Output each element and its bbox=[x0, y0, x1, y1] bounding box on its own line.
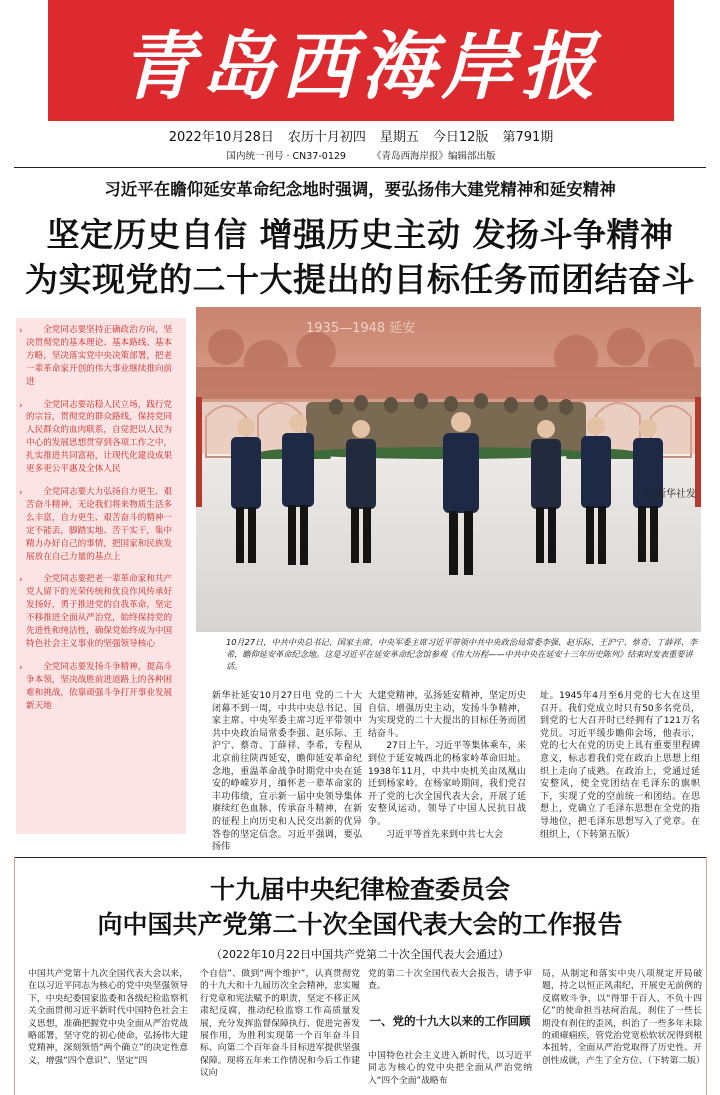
photo-caption: 10月27日，中共中央总书记、国家主席、中央军委主席习近平带领中共中央政治局常委李强、赵乐际、王沪宁、蔡奇、丁薛祥、李希，瞻仰延安革命纪念地。这是习近平在延安革命纪念馆参观《伟大历程——中共中央在延安十三年历史陈列》结束时发表重要讲话。 bbox=[226, 637, 698, 671]
lead-kicker: 习近平在瞻仰延安革命纪念地时强调，要弘扬伟大建党精神和延安精神 bbox=[104, 180, 616, 199]
report-column-1: 中国共产党第十九次全国代表大会以来，在以习近平同志为核心的党中央坚强领导下，中央纪委国家监委和各级纪检监察机关全面贯彻习近平新时代中国特色社会主义思想，准确把握党中央全面从严治党战略部署，坚守党的初心使命，弘扬伟大建党精神，深刻领悟“两个确立”的决定性意义，增强“四个意识”、坚定“四 bbox=[28, 969, 188, 1066]
report-column-2: 个自信”、做到“两个维护”，认真贯彻党的十九大和十九届历次全会精神，忠实履行党章和宪法赋予的职责，坚定不移正风肃纪反腐，推动纪检监察工作高质量发展，充分发挥监督保障执行、促进完善发展作用，为胜利实现第一个百年奋斗目标、向第二个百年奋斗目标进军提供坚强保障。现将五年来工作情况和今后工作建议向 bbox=[200, 969, 360, 1079]
report-section-heading: 一、党的十九大以来的工作回顾 bbox=[369, 1014, 531, 1028]
article-column-3: 址。1945年4月至6月党的七大在这里召开。我们党成立时只有50多名党员，到党的七大召开时已经拥有了121万名党员。习近平缓步瞻仰会场，他表示，党的七大在党的历史上具有重要里程碑意义，标志着我们党在政治上思想上组织上走向了成熟。在政治上，党通过延安整风，使全党团结在毛泽东的旗帜下，实现了党的空前统一和团结。在思想上，党确立了毛泽东思想在全党的指导地位，把毛泽东思想写入了党章。在组织上，（下转第五版） bbox=[540, 691, 700, 840]
cn-number: 国内统一刊号 · CN37-0129 bbox=[226, 151, 346, 162]
lead-headline-1: 坚定历史自信 增强历史主动 发扬斗争精神 bbox=[46, 215, 674, 254]
publication-info bbox=[48, 146, 674, 164]
report-title-1: 十九届中央纪律检查委员会 bbox=[209, 875, 510, 904]
report-column-4: 局，从制定和落实中央八项规定开局破题，持之以恒正风肃纪，开展史无前例的反腐败斗争，以“得罪千百人、不负十四亿”的使命担当祛疴治乱，刹住了一些长期没有刹住的歪风，纠治了一些多年未除的顽瘴痼疾，管党治党宽松软状况得到根本扭转，全面从严治党取得了历史性、开创性成就，产生了全方位、（下转第二版） bbox=[542, 969, 705, 1066]
weekday: 星期五 bbox=[379, 129, 419, 145]
article-column-2: 大建党精神，弘扬延安精神，坚定历史自信、增强历史主动，发扬斗争精神，为实现党的二十大提出的目标任务而团结奋斗。 27日上午，习近平等集体乘车，来到位于延安城西北的杨家岭革命旧址。1938年11月，中共中央机关由凤凰山迁到杨家岭。在杨家岭期间，我们党召开了党的七次全国代表大会，开展了延安整风运动，领导了中国人民抗日战争。 习近平等首先来到中共七大会 bbox=[368, 691, 526, 840]
divider bbox=[706, 857, 707, 1095]
report-column-3-bottom: 中国特色社会主义进入新时代，以习近平同志为核心的党中央把全面从严治党纳入“四个全面”战略布 bbox=[368, 1051, 532, 1086]
issue-number: 第791期 bbox=[502, 129, 554, 145]
masthead-title: 青岛西海岸报 bbox=[121, 23, 601, 110]
divider bbox=[14, 167, 706, 168]
photo-credit: □新华社发 bbox=[646, 489, 696, 500]
lunar-date: 农历十月初四 bbox=[287, 129, 366, 145]
arrow-icon: › bbox=[19, 400, 23, 411]
arrow-icon: › bbox=[19, 575, 23, 586]
arrow-icon: › bbox=[19, 326, 23, 336]
arrow-icon: › bbox=[19, 487, 23, 498]
lead-headline-2: 为实现党的二十大提出的目标任务而团结奋斗 bbox=[25, 260, 695, 299]
report-title-2: 向中国共产党第二十次全国代表大会的工作报告 bbox=[97, 910, 623, 939]
date: 2022年10月28日 bbox=[168, 129, 274, 145]
speech-points-sidebar bbox=[16, 318, 186, 834]
page-count: 今日12版 bbox=[432, 129, 489, 145]
publisher: 《青岛西海岸报》编辑部出版 bbox=[371, 151, 496, 162]
dateline bbox=[48, 123, 674, 147]
speech-point: › 全党同志要坚持正确政治方向，坚决贯彻党的基本理论、基本路线、基本方略，坚决落实党中央决策部署，把老一辈革命家开创的伟大事业继续推向前进 bbox=[19, 325, 173, 387]
lead-photo bbox=[196, 307, 701, 632]
arrow-icon: › bbox=[19, 662, 23, 673]
speech-point: › 全党同志要站稳人民立场，践行党的宗旨，贯彻党的群众路线，保持党同人民群众的血肉联系，自觉把以人民为中心的发展思想贯穿到各项工作之中，扎实推进共同富裕，让现代化建设成果更多更公平惠及全体人民 bbox=[19, 399, 173, 475]
report-subtitle: （2022年10月22日中国共产党第二十次全国代表大会通过） bbox=[211, 948, 509, 961]
photo-wall-text: 1935—1948 延安 bbox=[306, 321, 416, 336]
masthead bbox=[48, 0, 674, 121]
speech-point: › 全党同志要发扬斗争精神，提高斗争本领，坚决战胜前进道路上的各种困难和挑战，依靠顽强斗争打开事业发展新天地 bbox=[19, 661, 173, 711]
report-column-3-top: 党的第二十次全国代表大会报告，请予审查。 bbox=[368, 969, 532, 992]
speech-point: › 全党同志要大力弘扬自力更生、艰苦奋斗精神，无论我们将来物质生活多么丰富，自力更生、艰苦奋斗的精神一定不能丢，脚踏实地、苦干实干，集中精力办好自己的事情，把国家和民族发展放在自己力量的基点上 bbox=[19, 486, 173, 562]
article-column-1: 新华社延安10月27日电 党的二十大闭幕不到一周，中共中央总书记、国家主席、中央军委主席习近平带领中共中央政治局常委李强、赵乐际、王沪宁、蔡奇、丁薛祥、李希，专程从北京前往陕西延安，瞻仰延安革命纪念地，重温革命战争时期党中央在延安的峥嵘岁月，缅怀老一辈革命家的丰功伟绩，宣示新一届中央领导集体赓续红色血脉、传承奋斗精神，在新的征程上向历史和人民交出新的优异答卷的坚定信念。习近平强调，要弘扬伟 bbox=[212, 691, 362, 853]
speech-point: › 全党同志要把老一辈革命家和共产党人留下的光荣传统和优良作风传承好发扬好，勇于推进党的自我革命，坚定不移推进全面从严治党，始终保持党的先进性和纯洁性，确保党始终成为中国特色社会主义事业的坚强领导核心 bbox=[19, 574, 173, 649]
